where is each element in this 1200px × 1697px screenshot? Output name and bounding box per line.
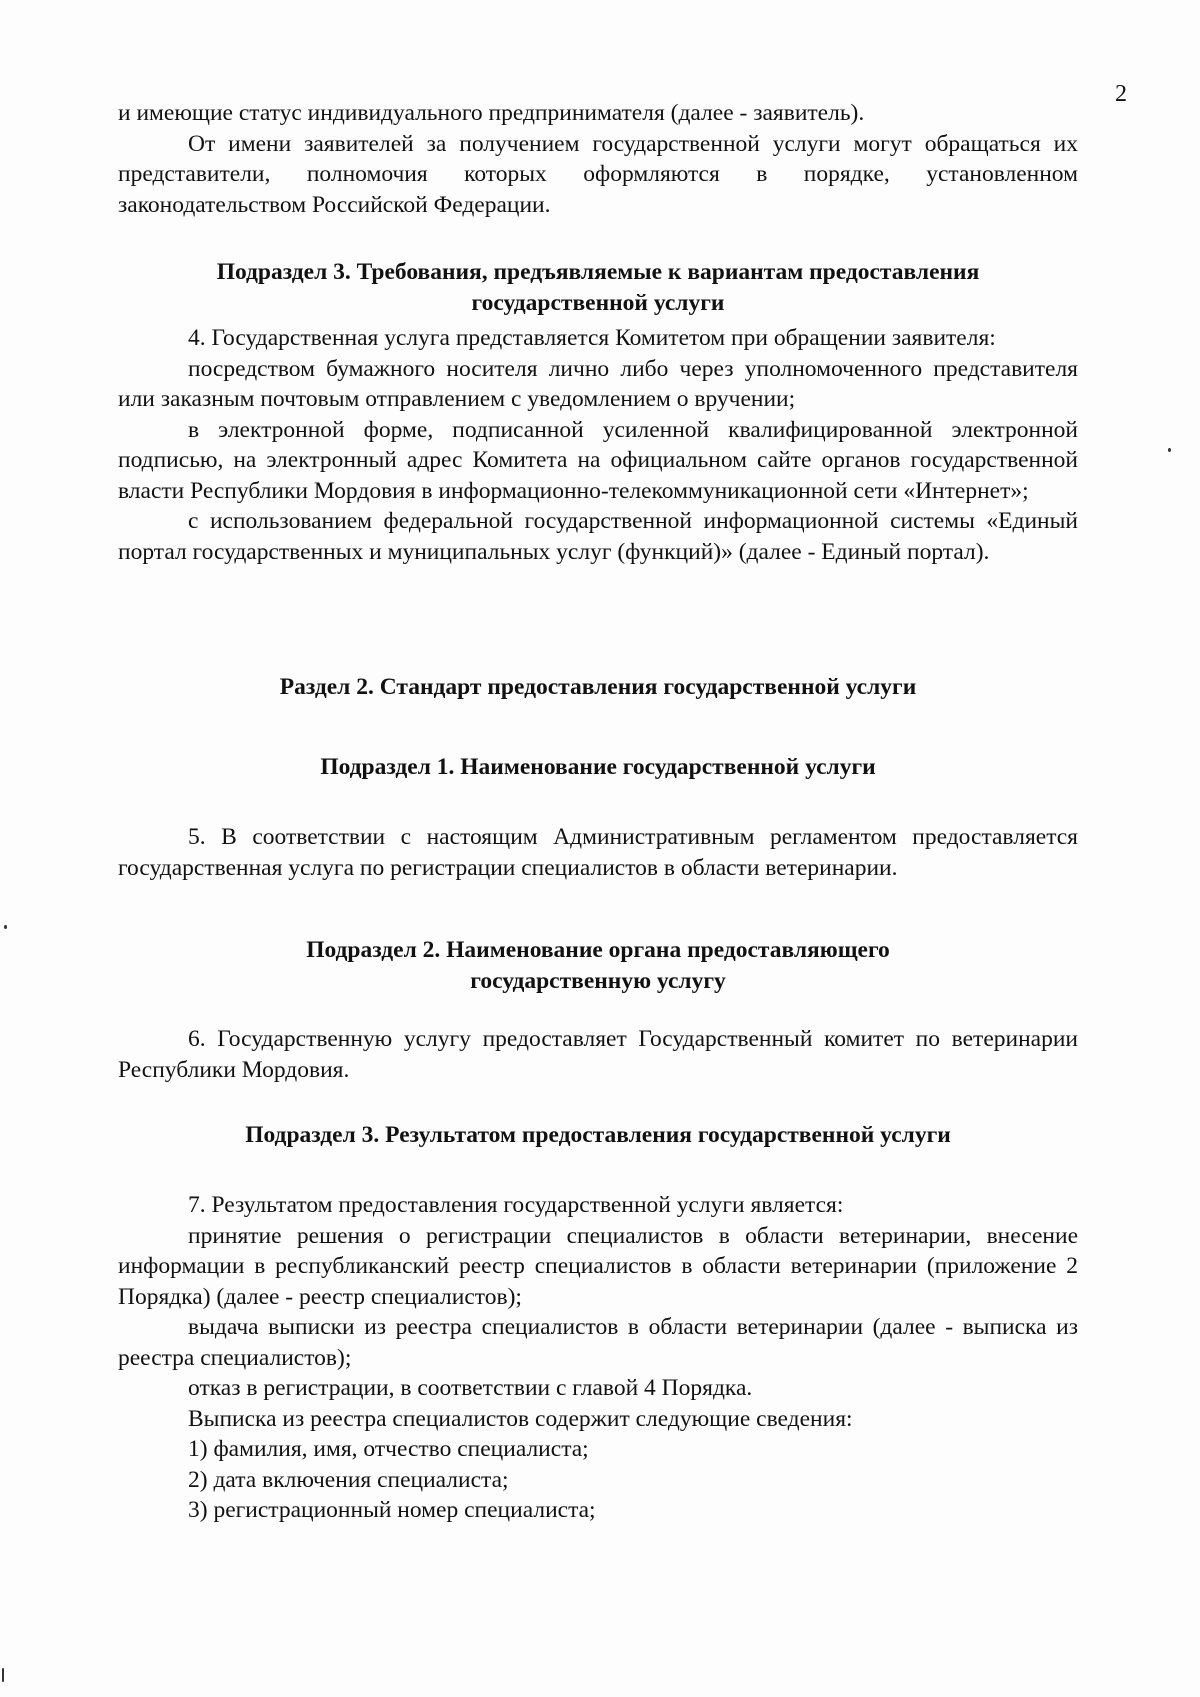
scan-speck [4,925,7,929]
intro-paragraph-2: От имени заявителей за получением государственной услуги могут обращаться их представители, полномочия которых оформляются в порядке, установленном законодательством Российской Федерации. [118,130,1078,218]
intro-paragraph-1: и имеющие статус индивидуального предпринимателя (далее - заявитель). [118,100,865,126]
scan-speck [1168,448,1171,452]
list-item-2: 2) дата включения специалиста; [188,1466,509,1493]
paragraph-6: 6. Государственную услугу предоставляет Государственный комитет по ветеринарии Республики Мордовия. [118,1026,1078,1083]
subsection-3-body [118,323,1078,567]
section-2-subsection-1-heading-text: Подраздел 1. Наименование государственной услуги [320,754,876,780]
section-2-subsection-3-body [118,1190,1078,1526]
paragraph-7a: принятие решения о регистрации специалистов в области ветеринарии, внесение информации в республиканский реестр специалистов в области ветеринарии (приложение 2 Порядка) (далее - реестр специалистов); [118,1222,1078,1310]
section-2-heading [118,672,1078,703]
section-2-subsection-2-heading [118,935,1078,996]
list-item-3: 3) регистрационный номер специалиста; [188,1497,596,1523]
page-number: 2 [1115,81,1127,107]
paragraph-4c: с использованием федеральной государственной информационной системы «Единый портал государственных и муниципальных услуг (функций)» (далее - Единый портал). [118,508,1078,565]
paragraph-7b: выдача выписки из реестра специалистов в области ветеринарии (далее - выписка из реестра специалистов); [118,1314,1078,1371]
subsection-3-heading [118,257,1078,318]
paragraph-4: 4. Государственная услуга представляется Комитетом при обращении заявителя: [188,325,996,351]
paragraph-4b: в электронной форме, подписанной усиленной квалифицированной электронной подписью, на электронный адрес Комитета на официальном сайте органов государственной власти Республики Мордовия в информационно-телекоммуникационной сети «Интернет»; [118,416,1078,504]
section-2-subsection-3-heading-text: Подраздел 3. Результатом предоставления государственной услуги [245,1122,951,1148]
section-2-subsection-2-heading-line-2: государственную услугу [470,967,726,994]
section-2-subsection-2-body [118,1024,1078,1085]
scan-speck [2,1668,4,1682]
section-2-subsection-3-heading [118,1120,1078,1151]
intro-block [118,98,1078,220]
list-item-1: 1) фамилия, имя, отчество специалиста; [188,1436,589,1462]
section-2-subsection-2-heading-line-1: Подраздел 2. Наименование органа предоставляющего [306,937,890,963]
section-2-subsection-1-body [118,822,1078,883]
paragraph-7d: Выписка из реестра специалистов содержит следующие сведения: [188,1405,853,1432]
paragraph-7c: отказ в регистрации, в соответствии с главой 4 Порядка. [188,1375,753,1401]
section-2-heading-text: Раздел 2. Стандарт предоставления государственной услуги [279,674,917,700]
section-2-subsection-1-heading [118,752,1078,783]
paragraph-4a: посредством бумажного носителя лично либо через уполномоченного представителя или заказным почтовым отправлением с уведомлением о вручении; [118,355,1078,412]
subsection-3-heading-line-2: государственной услуги [471,289,725,316]
paragraph-5: 5. В соответствии с настоящим Административным регламентом предоставляется государственная услуга по регистрации специалистов в области ветеринарии. [118,824,1078,881]
subsection-3-heading-line-1: Подраздел 3. Требования, предъявляемые к вариантам предоставления [216,259,980,285]
paragraph-7: 7. Результатом предоставления государственной услуги является: [188,1192,844,1218]
